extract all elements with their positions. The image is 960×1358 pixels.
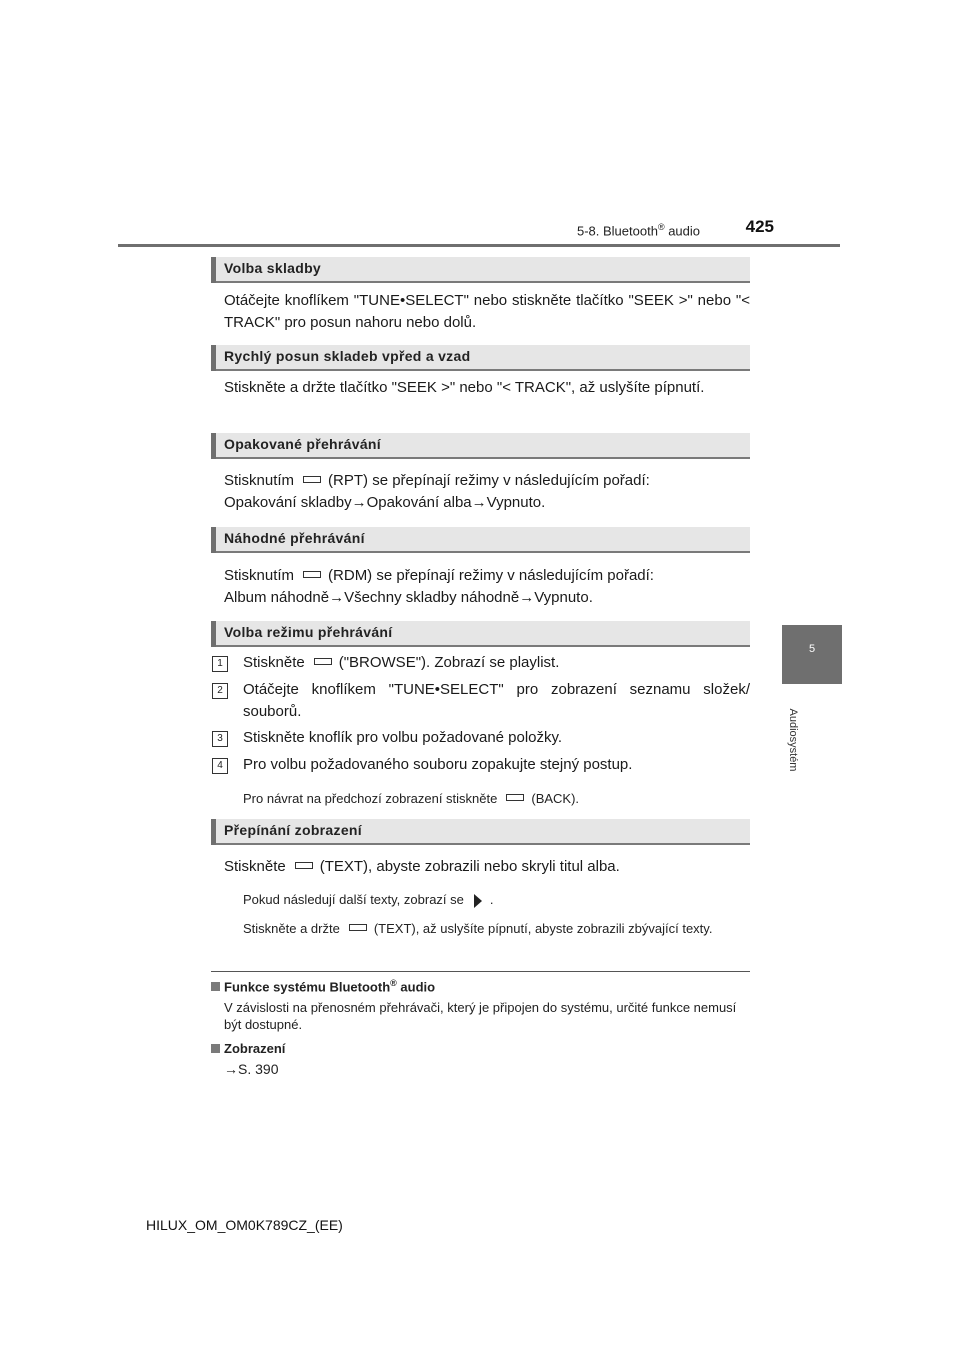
note-text-bluetooth: V závislosti na přenosném přehrávači, který je připojen do systému, určité funkce nemusí být dostupné. (224, 1000, 737, 1032)
more-text-arrow-icon (474, 894, 482, 908)
browse-note: Pro návrat na předchozí zobrazení stiskněte (BACK). (243, 791, 580, 806)
step-4-text: Pro volbu požadovaného souboru zopakujte stejný postup. (243, 756, 633, 773)
header-rule (118, 244, 840, 247)
back-button-icon (506, 794, 524, 801)
section-header-fast-seek: Rychlý posun skladeb vpřed a vzad (211, 345, 750, 371)
chapter-tab-label: Audiosystém (787, 708, 799, 772)
step-number-4: 4 (212, 758, 228, 774)
text-button-icon (295, 862, 313, 869)
section-header-track-select: Volba skladby (211, 257, 750, 283)
chapter-tab: 5 (782, 625, 842, 684)
step-number-3: 3 (212, 731, 228, 747)
step-1-text: Stiskněte ("BROWSE"). Zobrazí se playlist. (243, 654, 560, 671)
display-note-1: Pokud následují další texty, zobrazí se . (243, 892, 494, 907)
section-text-display: Stiskněte (TEXT), abyste zobrazili nebo skryli titul alba. (224, 858, 620, 875)
section-header-repeat: Opakované přehrávání (211, 433, 750, 459)
section-header-display: Přepínání zobrazení (211, 819, 750, 845)
chapter-title: 5-8. Bluetooth® audio (576, 222, 700, 239)
notes-divider (211, 971, 750, 972)
footer-doc-id: HILUX_OM_OM0K789CZ_(EE) (146, 1217, 343, 1233)
note-heading-bluetooth: Funkce systému Bluetooth® audio (211, 978, 435, 994)
step-number-1: 1 (212, 656, 228, 672)
section-header-browse: Volba režimu přehrávání (211, 621, 750, 647)
display-note-2: Stiskněte a držte (TEXT), až uslyšíte pípnutí, abyste zobrazili zbývající texty. (243, 921, 713, 936)
section-header-random: Náhodné přehrávání (211, 527, 750, 553)
section-text-fast-seek: Stiskněte a držte tlačítko "SEEK >" nebo "< TRACK", až uslyšíte pípnutí. (224, 379, 705, 396)
note-heading-display: Zobrazení (211, 1041, 285, 1056)
step-number-2: 2 (212, 683, 228, 699)
section-text-track-select: Otáčejte knoflíkem "TUNE•SELECT" nebo stiskněte tlačítko "SEEK >" nebo "< TRACK" pro posun nahoru nebo dolů. (224, 292, 750, 331)
text-button-icon (349, 924, 367, 931)
browse-button-icon (314, 658, 332, 665)
square-bullet-icon (211, 982, 220, 991)
step-3-text: Stiskněte knoflík pro volbu požadované položky. (243, 729, 563, 746)
page-number: 425 (745, 217, 774, 236)
rdm-button-icon (303, 571, 321, 578)
section-text-repeat: Stisknutím (RPT) se přepínají režimy v následujícím pořadí: Opakování skladby→Opakování alba→Vypnuto. (224, 472, 650, 511)
step-2-text: Otáčejte knoflíkem "TUNE•SELECT" pro zobrazení seznamu složek/ souborů. (243, 681, 750, 720)
note-text-display-ref: →S. 390 (224, 1061, 279, 1077)
square-bullet-icon (211, 1044, 220, 1053)
section-text-random: Stisknutím (RDM) se přepínají režimy v následujícím pořadí: Album náhodně→Všechny skladby náhodně→Vypnuto. (224, 567, 654, 606)
rpt-button-icon (303, 476, 321, 483)
